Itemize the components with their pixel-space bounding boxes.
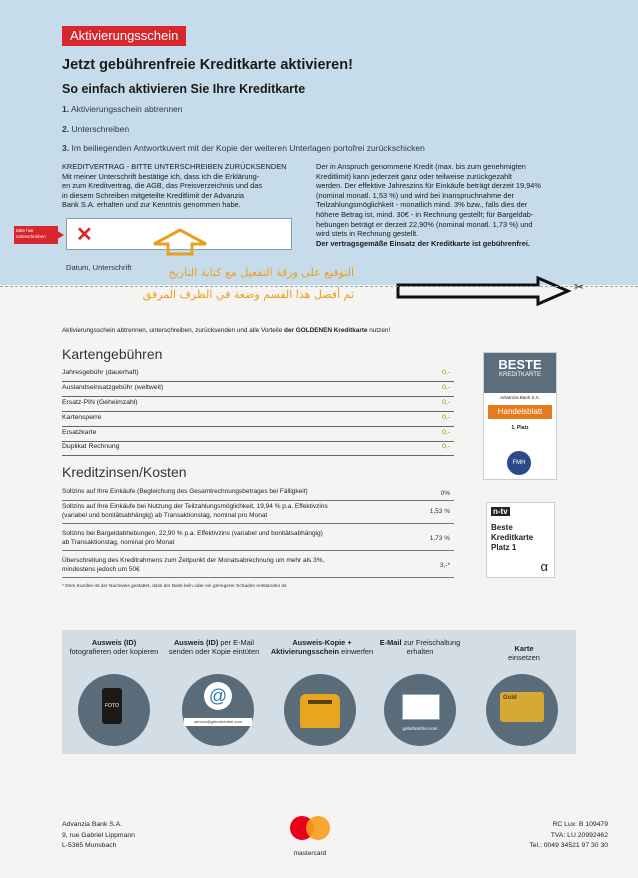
interest-title: Kreditzinsen/Kosten	[62, 464, 187, 480]
fees-title: Kartengebühren	[62, 346, 163, 362]
contract-fee-free: Der vertragsgemäße Einsatz der Kreditkarte ist gebührenfrei.	[316, 238, 530, 248]
process-step-4-text: E-Mail zur Freischaltung erhalten	[379, 638, 461, 657]
scissors-icon: ✂	[574, 280, 585, 294]
right-arrow-icon	[396, 276, 572, 306]
date-signature-label: Datum, Unterschrift	[66, 263, 132, 272]
mastercard-logo: mastercard	[282, 813, 338, 857]
beste-kreditkarte-seal: BESTE KREDITKARTE Advanzia Bank S.A. Handelsblatt 1. Platz FMH	[483, 352, 557, 480]
envelope-icon: gebuhrenfrei.com	[384, 674, 456, 746]
sign-here-arrow-icon	[56, 230, 64, 240]
intro-text: Aktivierungsschein abtrennen, unterschreiben, zurücksenden und alle Vorteile der GOLDENEN Kreditkarte nutzen!	[62, 327, 391, 334]
step-3: 3. Im beiliegenden Antwortkuvert mit der Kopie der weiteren Unterlagen portofrei zurückschicken	[62, 143, 425, 153]
interest-row: Überschreitung des Kreditrahmens zum Zeitpunkt der Monatsabrechnung um mehr als 3%, mindestens jedoch um 50€ 3,-*	[62, 557, 454, 578]
process-step-5-text: Karte einsetzen	[508, 644, 540, 663]
form-title: Jetzt gebührenfreie Kreditkarte aktivieren!	[62, 57, 353, 73]
bank-address: Advanzia Bank S.A. 9, rue Gabriel Lippmann L-5365 Munsbach	[62, 821, 135, 849]
step-1: 1. Aktivierungsschein abtrennen	[62, 104, 183, 114]
up-arrow-icon	[150, 228, 210, 256]
mailbox-icon	[284, 674, 356, 746]
signature-x-icon: ✕	[76, 224, 93, 246]
process-steps	[62, 630, 576, 754]
interest-row: Sollzins auf Ihre Einkäufe (Begleichung des Gesamtrechnungsbetrages bei Fälligkeit) 0%	[62, 488, 454, 501]
interest-row: Sollzins bei Bargeldabhebungen, 22,90 % p.a. Effektivzins (variabel und bonitätsabhängig) ab Transaktionstag, nominal pro Monat 1,73 %	[62, 530, 454, 551]
footnote: * Dem Kunden ist der Nachweis gestattet, dass der Bank kein oder ein geringerer Schaden entstanden ist.	[62, 584, 288, 589]
cut-line	[0, 286, 638, 287]
contract-left: KREDITVERTRAG - BITTE UNTERSCHREIBEN ZURÜCKSENDEN Mit meiner Unterschrift bestätige ich, dass ich die Erklärung- en zum Kreditvertrag, die AGB, das Preisverzeichnis und das in diesem Schreiben mitgeteilte Kreditlimit der Advanzia Bank S.A. erhalten und zur Kenntnis genommen habe.	[62, 162, 298, 210]
fee-row: Kartensperre 0,-	[62, 414, 454, 427]
fee-row: Jahresgebühr (dauerhaft) 0,-	[62, 369, 454, 382]
fee-row: Ersatzkarte 0,-	[62, 429, 454, 442]
camera-phone-icon: FOTO	[78, 674, 150, 746]
process-step-2-text: Ausweis (ID) per E-Mail senden oder Kopie eintüten	[168, 638, 260, 657]
ntv-seal: n-tv Beste Kreditkarte Platz 1 α	[486, 502, 555, 578]
fee-row: Duplikat Rechnung 0,-	[62, 443, 454, 456]
fmh-logo: FMH	[507, 451, 531, 475]
contract-right: Der in Anspruch genommene Kredit (max. bis zum genehmigten Kreditlimit) kann jederzeit ganz oder teilweise zurückgezahlt werden. Der effektive Jahreszins für Einkäufe beträgt derzeit 19,94% (nominal monatl. 1,53 %) und wird bei Inanspruchnahme der Teilzahlungsmöglichkeit - monatlich mind. 3% bzw., falls dies der höhere Betrag ist, mind. 30€ - in Rechnung gestellt; für Bargeldab- hebungen beträgt er derzeit 22,90% (nominal monatl. 1,73 %) und wird stets in Rechnung gestellt. Der vertragsgemäße Einsatz der Kreditkarte ist gebührenfrei.	[316, 162, 586, 248]
arabic-note-line2: ثم أفصل هذا القسم وضعة في الظرف المرفق	[142, 288, 354, 301]
interest-row: Sollzins auf Ihre Einkäufe bei Nutzung der Teilzahlungsmöglichkeit, 19,94 % p.a. Effektivzins (variabel und bonitätsabhängig) ab Transaktionstag, nominal pro Monat 1,53 %	[62, 503, 454, 524]
bank-ids: RC Lux: B 109479 TVA: LU 20992462 Tel.: 0049 34521 97 30 30	[529, 821, 608, 849]
fee-row: Ersatz-PIN (Geheimzahl) 0,-	[62, 399, 454, 412]
contract-heading: KREDITVERTRAG - BITTE UNTERSCHREIBEN ZURÜCKSENDEN	[62, 162, 287, 171]
form-subtitle: So einfach aktivieren Sie Ihre Kreditkarte	[62, 82, 306, 96]
arabic-note-line1: التوقيع على ورقة التفعيل مع كتابة التاريخ	[168, 266, 354, 279]
step-2: 2. Unterschreiben	[62, 124, 130, 134]
sign-here-label: Bitte hier unterschreiben	[14, 226, 58, 244]
process-step-3-text: Ausweis-Kopie + Aktivierungsschein einwerfen	[270, 638, 374, 657]
fee-row: Auslandseinsatzgebühr (weltweit) 0,-	[62, 384, 454, 397]
gold-card-icon: Gold	[486, 674, 558, 746]
email-icon: @ service@gebuhrenfrei.com	[182, 674, 254, 746]
process-step-1-text: Ausweis (ID) fotografieren oder kopieren	[69, 638, 159, 657]
form-badge: Aktivierungsschein	[62, 26, 186, 46]
